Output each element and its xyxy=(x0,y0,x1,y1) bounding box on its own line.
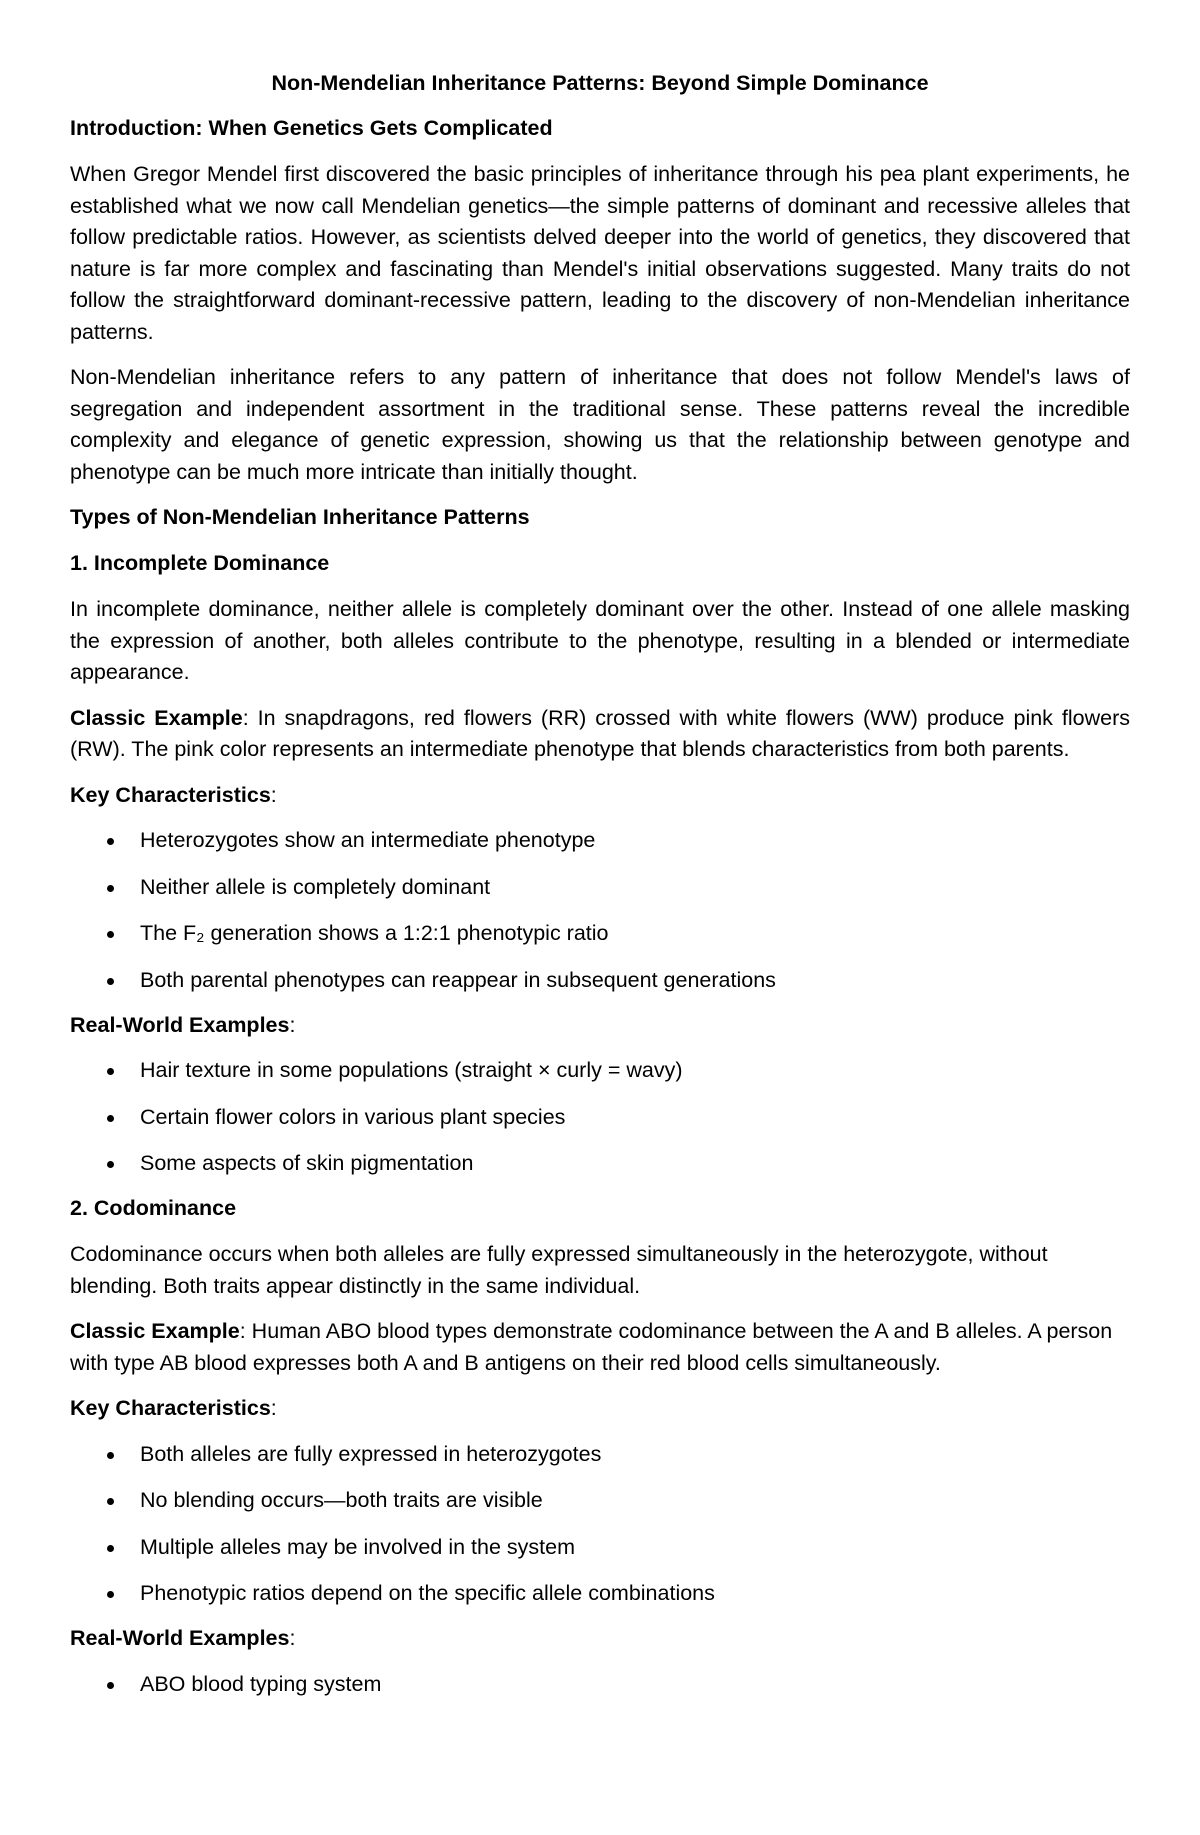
intro-paragraph-2: Non-Mendelian inheritance refers to any pattern of inheritance that does not follow Mendel's laws of segregation and independent assortment in the traditional sense. These patterns reveal the incredible complexity and elegance of genetic expression, showing us that the relationship between genotype and phenotype can be much more intricate than initially thought. xyxy=(70,365,1130,484)
incomplete-real-world-list xyxy=(70,1055,1130,1179)
intro-heading: Introduction: When Genetics Gets Complicated xyxy=(70,116,553,140)
codominance-real-world-list xyxy=(70,1669,1130,1700)
incomplete-key-characteristics-list xyxy=(70,825,1130,996)
real-world-examples-label: Real-World Examples xyxy=(70,1012,290,1037)
codominance-description: Codominance occurs when both alleles are fully expressed simultaneously in the heterozygote, without blending. Both traits appear distinctly in the same individual. xyxy=(70,1242,1048,1298)
document-title: Non-Mendelian Inheritance Patterns: Beyond Simple Dominance xyxy=(271,71,929,95)
list-item: Neither allele is completely dominant xyxy=(70,872,1130,903)
list-item: No blending occurs—both traits are visible xyxy=(70,1485,1130,1516)
list-item: Both alleles are fully expressed in heterozygotes xyxy=(70,1439,1130,1470)
types-heading: Types of Non-Mendelian Inheritance Patterns xyxy=(70,505,530,529)
intro-paragraph-1: When Gregor Mendel first discovered the basic principles of inheritance through his pea plant experiments, he established what we now call Mendelian genetics—the simple patterns of dominant and recessive alleles that follow predictable ratios. However, as scientists delved deeper into the world of genetics, they discovered that nature is far more complex and fascinating than Mendel's initial observations suggested. Many traits do not follow the straightforward dominant-recessive pattern, leading to the discovery of non-Mendelian inheritance patterns. xyxy=(70,162,1130,344)
codominance-key-characteristics-label: Key Characteristics: xyxy=(70,1396,277,1420)
codominance-heading: 2. Codominance xyxy=(70,1196,237,1220)
codominance-example xyxy=(70,1316,1130,1379)
incomplete-dominance-heading: 1. Incomplete Dominance xyxy=(70,551,330,575)
list-item: Certain flower colors in various plant species xyxy=(70,1102,1130,1133)
list-item: Both parental phenotypes can reappear in subsequent generations xyxy=(70,965,1130,996)
incomplete-real-world-label: Real-World Examples: xyxy=(70,1012,296,1037)
codominance-real-world-label: Real-World Examples: xyxy=(70,1626,296,1650)
list-item: Phenotypic ratios depend on the specific allele combinations xyxy=(70,1578,1130,1609)
list-item: ABO blood typing system xyxy=(70,1669,1130,1700)
list-item: The F₂ generation shows a 1:2:1 phenotypic ratio xyxy=(70,918,1130,949)
incomplete-dominance-example xyxy=(70,703,1130,766)
incomplete-key-characteristics-label: Key Characteristics: xyxy=(70,782,277,807)
key-characteristics-label: Key Characteristics xyxy=(70,1396,271,1420)
key-characteristics-label: Key Characteristics xyxy=(70,782,271,807)
example-label: Classic Example xyxy=(70,1319,240,1343)
incomplete-dominance-description: In incomplete dominance, neither allele is completely dominant over the other. Instead of one allele masking the expression of another, both alleles contribute to the phenotype, resulting in a blended or intermediate appearance. xyxy=(70,597,1130,684)
real-world-examples-label: Real-World Examples xyxy=(70,1626,290,1650)
list-item: Heterozygotes show an intermediate phenotype xyxy=(70,825,1130,856)
list-item: Multiple alleles may be involved in the system xyxy=(70,1532,1130,1563)
list-item: Hair texture in some populations (straight × curly = wavy) xyxy=(70,1055,1130,1086)
codominance-key-characteristics-list xyxy=(70,1439,1130,1610)
example-text: : In snapdragons, red flowers (RR) crossed with white flowers (WW) produce pink flowers (RW). The pink color represents an intermediate phenotype that blends characteristics from both parents. xyxy=(70,705,1130,761)
example-text: : Human ABO blood types demonstrate codominance between the A and B alleles. A person with type AB blood expresses both A and B antigens on their red blood cells simultaneously. xyxy=(70,1319,1113,1375)
list-item: Some aspects of skin pigmentation xyxy=(70,1148,1130,1179)
example-label: Classic Example xyxy=(70,705,243,730)
